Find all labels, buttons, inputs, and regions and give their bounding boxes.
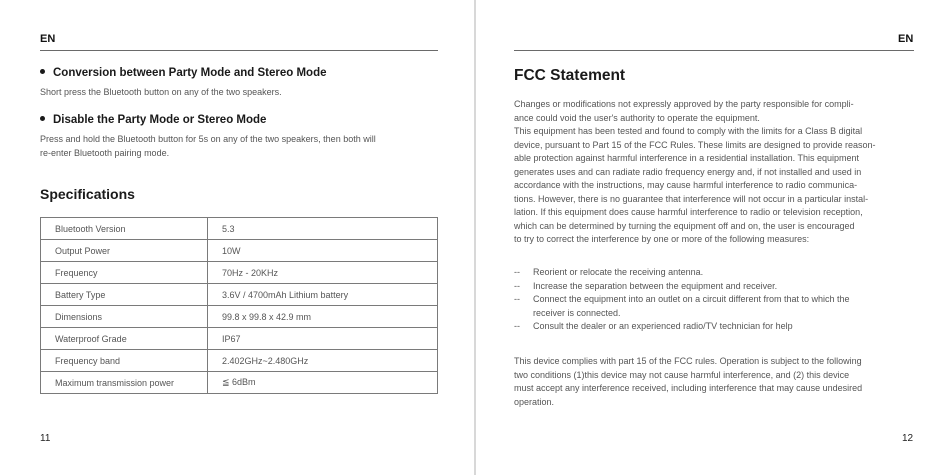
fcc-paragraph-1-line: This equipment has been tested and found to comply with the limits for a Class B digital [514, 126, 863, 136]
specifications-title: Specifications [40, 186, 135, 202]
left-page [0, 0, 474, 475]
measure-item [514, 266, 934, 279]
measure-text: receiver is connected. [533, 307, 621, 318]
spec-label: Output Power [41, 240, 208, 262]
bullet-icon [40, 69, 45, 74]
header-rule [40, 50, 438, 51]
fcc-paragraph-1-line: accordance with the instructions, may cause harmful interference to radio communica- [514, 180, 858, 190]
spec-label: Frequency [41, 262, 208, 284]
party-stereo-conversion-heading [40, 67, 327, 79]
party-stereo-conversion-text: Short press the Bluetooth button on any of the two speakers. [40, 87, 282, 97]
fcc-paragraph-1-line: able protection against harmful interference in a residential installation. This equipment [514, 153, 860, 163]
spec-label: Waterproof Grade [41, 328, 208, 350]
measure-text: Consult the dealer or an experienced radio/TV technician for help [533, 321, 793, 331]
fcc-paragraph-1-line: generates uses and can radiate radio frequency energy and, if not installed and used in [514, 166, 862, 177]
spec-label: Dimensions [41, 306, 208, 328]
bullet-icon [40, 116, 45, 121]
measure-item [514, 307, 934, 320]
right-page [476, 0, 950, 475]
spec-value: 3.6V / 4700mAh Lithium battery [208, 284, 438, 306]
fcc-paragraph-1-line: Changes or modifications not expressly approved by the party responsible for compli- [514, 99, 854, 109]
page-number: 12 [902, 433, 914, 444]
table-row [41, 240, 438, 262]
spec-value: IP67 [208, 328, 438, 350]
fcc-paragraph-1-line: tions. However, there is no guarantee that interference will not occur in a particular instal- [514, 193, 869, 204]
fcc-paragraph-1-line: to try to correct the interference by one or more of the following measures: [514, 234, 810, 244]
fcc-statement-title: FCC Statement [514, 67, 626, 84]
page-number: 11 [40, 433, 51, 444]
measure-item [514, 280, 934, 293]
dash-marker: -- [514, 321, 520, 331]
fcc-paragraph-2-line: This device complies with part 15 of the FCC rules. Operation is subject to the following [514, 356, 862, 366]
spec-value: ≦ 6dBm [208, 372, 438, 394]
table-row [41, 306, 438, 328]
table-row [41, 372, 438, 394]
spec-value: 99.8 x 99.8 x 42.9 mm [208, 306, 438, 328]
fcc-paragraph-1-line: which can be determined by turning the equipment off and on, the user is encouraged [514, 220, 855, 231]
fcc-paragraph-2-line: two conditions (1)this device may not cause harmful interference, and (2) this device [514, 369, 850, 380]
disable-party-mode-line-2: re-enter Bluetooth pairing mode. [40, 148, 170, 158]
spec-label: Bluetooth Version [41, 218, 208, 240]
disable-party-mode-line-1: Press and hold the Bluetooth button for 5s on any of the two speakers, then both will [40, 134, 376, 144]
fcc-paragraph-2-line: must accept any interference received, including interference that may cause undesired [514, 383, 863, 393]
measure-item [514, 320, 934, 333]
spec-label: Maximum transmission power [41, 372, 208, 394]
fcc-paragraph-1-line: lation. If this equipment does cause harmful interference to radio or television reception, [514, 207, 863, 217]
measure-text: Connect the equipment into an outlet on a circuit different from that to which the [533, 294, 850, 304]
table-row [41, 284, 438, 306]
dash-marker: -- [514, 267, 520, 277]
spec-label: Battery Type [41, 284, 208, 306]
fcc-paragraph-1-line: device, pursuant to Part 15 of the FCC Rules. These limits are designed to provide reason- [514, 139, 876, 150]
language-label: EN [40, 33, 56, 45]
heading-text: Disable the Party Mode or Stereo Mode [53, 114, 267, 126]
spec-value: 2.402GHz~2.480GHz [208, 350, 438, 372]
fcc-paragraph-2-line: operation. [514, 396, 555, 407]
spec-label: Frequency band [41, 350, 208, 372]
disable-party-mode-heading [40, 114, 266, 126]
measure-text: Reorient or relocate the receiving antenna. [533, 267, 704, 277]
heading-text: Conversion between Party Mode and Stereo Mode [53, 67, 327, 79]
spec-value: 5.3 [208, 218, 438, 240]
spec-value: 70Hz - 20KHz [208, 262, 438, 284]
language-label: EN [898, 33, 914, 45]
table-row [41, 328, 438, 350]
specifications-table [40, 217, 438, 394]
table-row [41, 218, 438, 240]
header-rule [514, 50, 914, 51]
measure-text: Increase the separation between the equipment and receiver. [533, 280, 778, 291]
dash-marker: -- [514, 294, 520, 304]
table-row [41, 262, 438, 284]
measure-item [514, 293, 934, 306]
dash-marker: -- [514, 280, 520, 291]
fcc-paragraph-1-line: ance could void the user's authority to operate the equipment. [514, 112, 760, 123]
table-row [41, 350, 438, 372]
spec-value: 10W [208, 240, 438, 262]
